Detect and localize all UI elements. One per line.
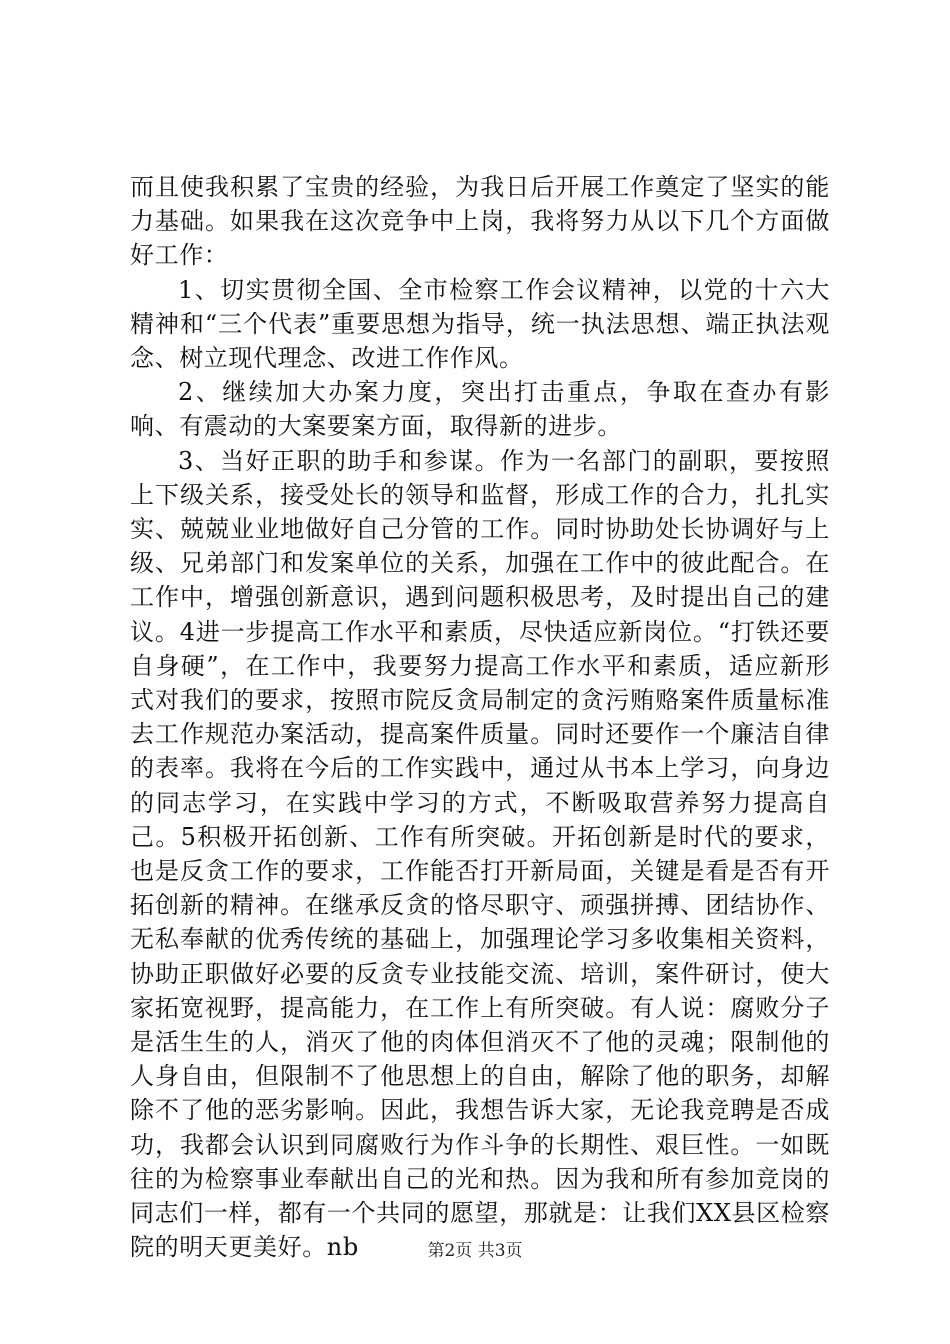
document-body (130, 170, 830, 1265)
paragraph-item-3: 3、当好正职的助手和参谋。作为一名部门的副职，要按照上下级关系，接受处长的领导和监督，形成工作的合力，扎扎实实、兢兢业业地做好自己分管的工作。同时协助处长协调好与上级、兄弟部门和发案单位的关系，加强在工作中的彼此配合。在工作中，增强创新意识，遇到问题积极思考，及时提出自己的建议。4进一步提高工作水平和素质，尽快适应新岗位。“打铁还要自身硬”，在工作中，我要努力提高工作水平和素质，适应新形式对我们的要求，按照市院反贪局制定的贪污贿赂案件质量标准去工作规范办案活动，提高案件质量。同时还要作一个廉洁自律的表率。我将在今后的工作实践中，通过从书本上学习，向身边的同志学习，在实践中学习的方式，不断吸取营养努力提高自己。5积极开拓创新、工作有所突破。开拓创新是时代的要求，也是反贪工作的要求，工作能否打开新局面，关键是看是否有开拓创新的精神。在继承反贪的恪尽职守、顽强拼搏、团结协作、无私奉献的优秀传统的基础上，加强理论学习多收集相关资料，协助正职做好必要的反贪专业技能交流、培训，案件研讨，使大家拓宽视野，提高能力，在工作上有所突破。有人说：腐败分子是活生生的人，消灭了他的肉体但消灭不了他的灵魂；限制他的人身自由，但限制不了他思想上的自由，解除了他的职务，却解除不了他的恶劣影响。因此，我想告诉大家，无论我竞聘是否成功，我都会认识到同腐败行为作斗争的长期性、艰巨性。一如既往的为检察事业奉献出自己的光和热。因为我和所有参加竞岗的同志们一样，都有一个共同的愿望，那就是：让我们XX县区检察院的明天更美好。nb (130, 446, 830, 1262)
page-number: 第2页 (427, 1241, 473, 1261)
paragraph-continuation: 而且使我积累了宝贵的经验，为我日后开展工作奠定了坚实的能力基础。如果我在这次竞争中上岗，我将努力从以下几个方面做好工作： (130, 173, 830, 270)
page-footer (0, 1240, 950, 1262)
paragraph-item-1: 1、切实贯彻全国、全市检察工作会议精神，以党的十六大精神和“三个代表”重要思想为指导，统一执法思想、端正执法观念、树立现代理念、改进工作作风。 (130, 275, 830, 373)
page-total: 共3页 (477, 1241, 523, 1261)
paragraph-item-2: 2、继续加大办案力度，突出打击重点，争取在查办有影响、有震动的大案要案方面，取得新的进步。 (130, 378, 830, 441)
